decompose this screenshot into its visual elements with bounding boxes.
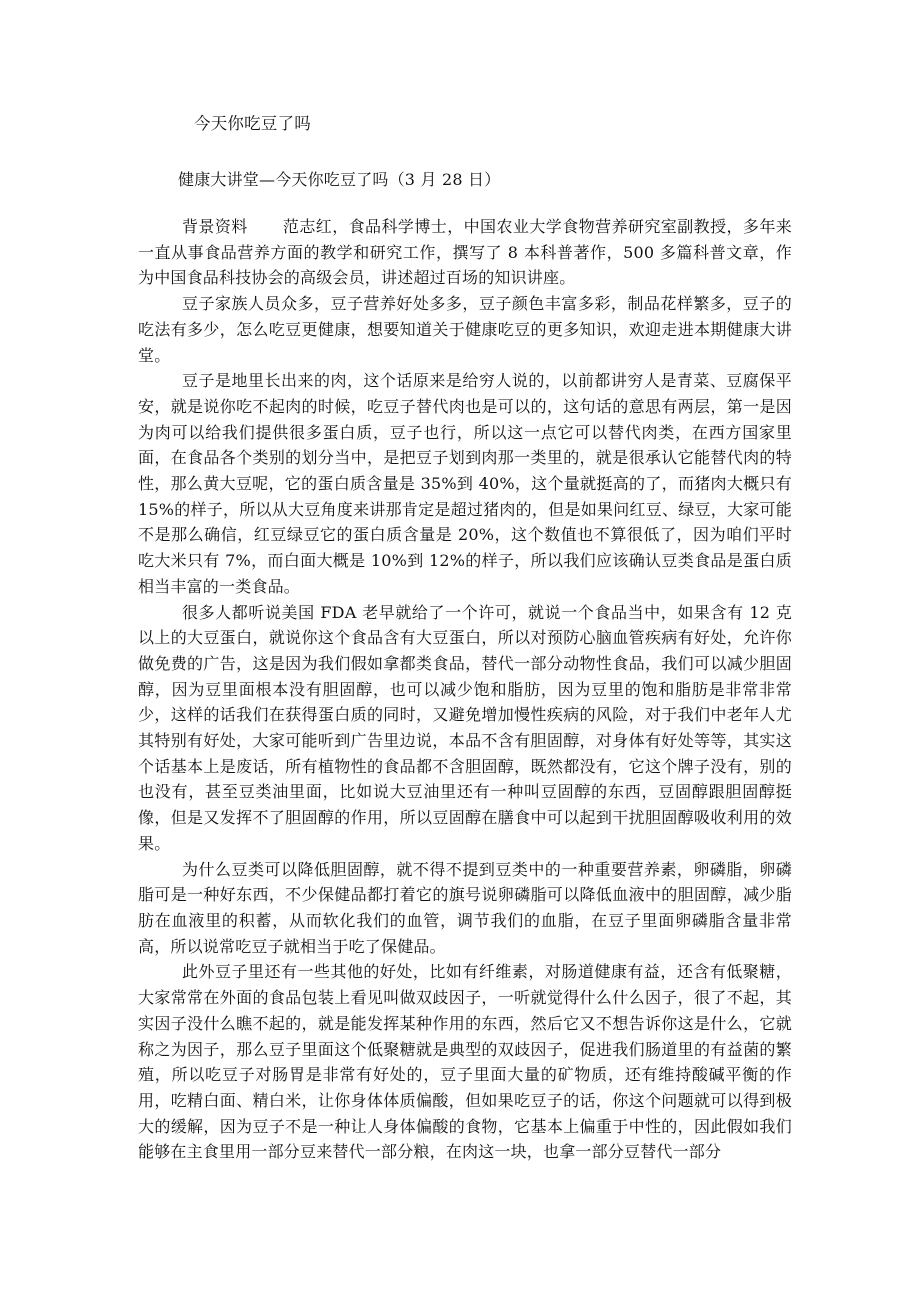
paragraph-background-text: 范志红，食品科学博士，中国农业大学食物营养研究室副教授，多年来一直从事食品营养方面的教学和研究工作，撰写了 8 本科普著作，500 多篇科普文章，作为中国食品科技协会的高级会员，讲述超过百场的知识讲座。 bbox=[138, 217, 792, 288]
paragraph-background bbox=[138, 214, 792, 291]
paragraph-lecithin: 为什么豆类可以降低胆固醇，就不得不提到豆类中的一种重要营养素，卵磷脂，卵磷脂可是一种好东西，不少保健品都打着它的旗号说卵磷脂可以降低血液中的胆固醇，减少脂肪在血液里的积蓄，从而软化我们的血管，调节我们的血脂，在豆子里面卵磷脂含量非常高，所以说常吃豆子就相当于吃了保健品。 bbox=[138, 859, 792, 956]
background-label: 背景资料 bbox=[182, 217, 248, 236]
document-title: 今天你吃豆了吗 bbox=[194, 114, 311, 133]
paragraph-other-benefits: 此外豆子里还有一些其他的好处，比如有纤维素，对肠道健康有益，还含有低聚糖，大家常常在外面的食品包装上看见叫做双歧因子，一听就觉得什么什么因子，很了不起，其实因子没什么瞧不起的，就是能发挥某种作用的东西，然后它又不想告诉你这是什么，它就称之为因子，那么豆子里面这个低聚糖就是典型的双歧因子，促进我们肠道里的有益菌的繁殖，所以吃豆子对肠胃是非常有好处的，豆子里面大量的矿物质，还有维持酸碱平衡的作用，吃精白面、精白米，让你身体体质偏酸，但如果吃豆子的话，你这个问题就可以得到极大的缓解，因为豆子不是一种让人身体偏酸的食物，它基本上偏重于中性的，因此假如我们能够在主食里用一部分豆来替代一部分粮，在肉这一块，也拿一部分豆替代一部分 bbox=[138, 962, 792, 1162]
paragraph-intro: 豆子家族人员众多，豆子营养好处多多，豆子颜色丰富多彩，制品花样繁多，豆子的吃法有多少，怎么吃豆更健康，想要知道关于健康吃豆的更多知识，欢迎走进本期健康大讲堂。 bbox=[138, 294, 792, 365]
paragraph-fda: 很多人都听说美国 FDA 老早就给了一个许可，就说一个食品当中，如果含有 12 克以上的大豆蛋白，就说你这个食品含有大豆蛋白，所以对预防心脑血管疾病有好处，允许你做免费的广告，这是因为我们假如拿都类食品，替代一部分动物性食品，我们可以减少胆固醇，因为豆里面根本没有胆固醇，也可以减少饱和脂肪，因为豆里的饱和脂肪是非常非常少，这样的话我们在获得蛋白质的同时，又避免增加慢性疾病的风险，对于我们中老年人尤其特别有好处，大家可能听到广告里边说，本品不含有胆固醇，对身体有好处等等，其实这个话基本上是废话，所有植物性的食品都不含胆固醇，既然都没有，它这个牌子没有，别的也没有，甚至豆类油里面，比如说大豆油里还有一种叫豆固醇的东西，豆固醇跟胆固醇挺像，但是又发挥不了胆固醇的作用，所以豆固醇在膳食中可以起到干扰胆固醇吸收利用的效果。 bbox=[138, 602, 792, 853]
document-body bbox=[138, 214, 792, 1165]
paragraph-protein: 豆子是地里长出来的肉，这个话原来是给穷人说的，以前都讲穷人是青菜、豆腐保平安，就是说你吃不起肉的时候，吃豆子替代肉也是可以的，这句话的意思有两层，第一是因为肉可以给我们提供很多蛋白质，豆子也行，所以这一点它可以替代肉类，在西方国家里面，在食品各个类别的划分当中，是把豆子划到肉那一类里的，就是很承认它能替代肉的特性，那么黄大豆呢，它的蛋白质含量是 35%到 40%，这个量就挺高的了，而猪肉大概只有 15%的样子，所以从大豆角度来讲那肯定是超过猪肉的，但是如果问红豆、绿豆，大家可能不是那么确信，红豆绿豆它的蛋白质含量是 20%，这个数值也不算很低了，因为咱们平时吃大米只有 7%，而白面大概是 10%到 12%的样子，所以我们应该确认豆类食品是蛋白质相当丰富的一类食品。 bbox=[138, 371, 792, 596]
document-subtitle: 健康大讲堂—今天你吃豆了吗（3 月 28 日） bbox=[178, 170, 501, 189]
